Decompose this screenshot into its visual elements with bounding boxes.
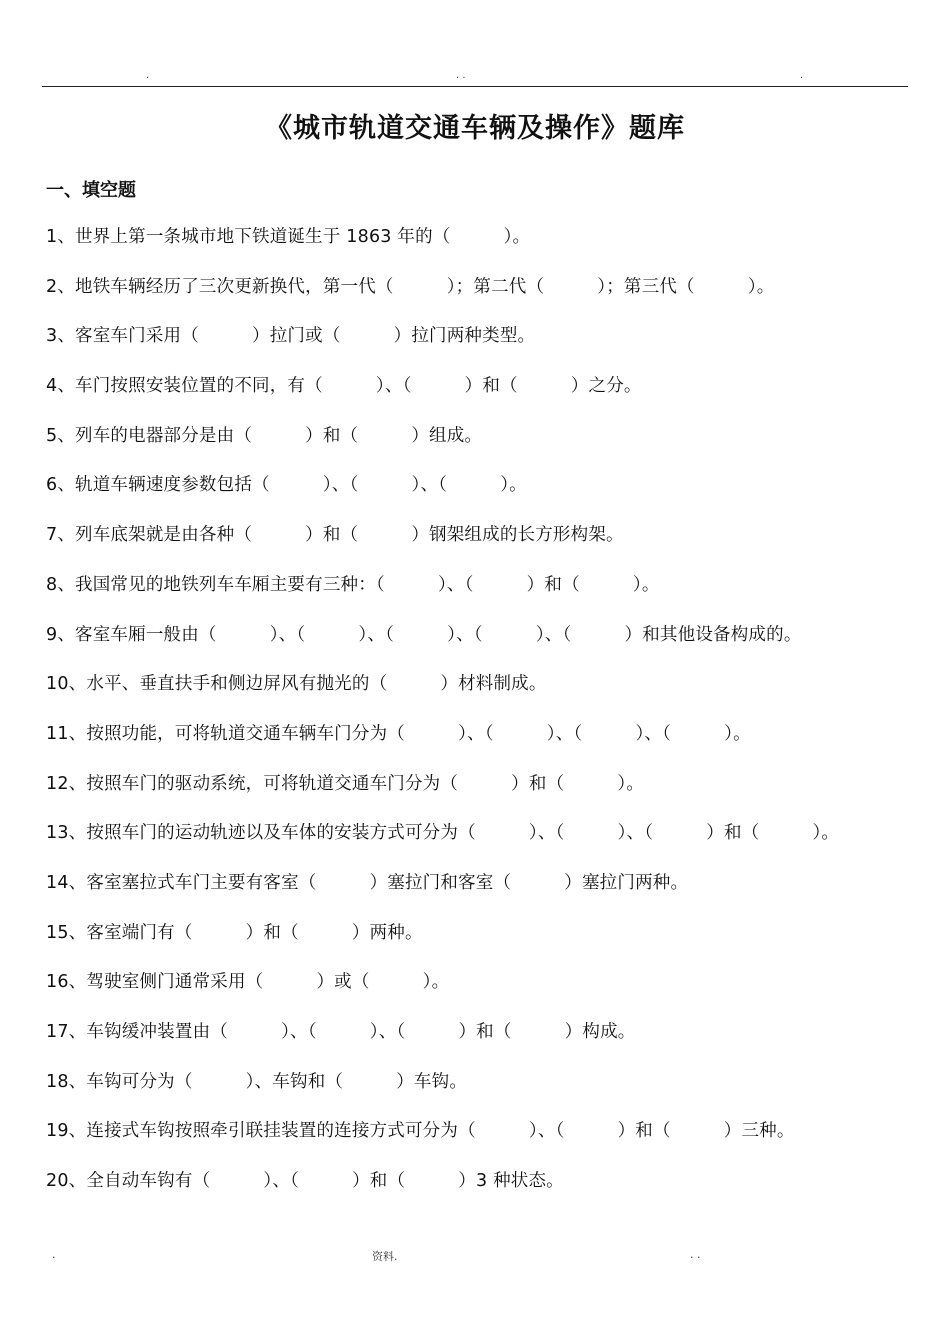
question-item: 4、车门按照安装位置的不同，有（ ）、（ ）和（ ）之分。: [46, 376, 642, 397]
question-item: 9、客室车厢一般由（ ）、（ ）、（ ）、（ ）、（ ）和其他设备构成的。: [46, 624, 802, 645]
question-item: 2、地铁车辆经历了三次更新换代，第一代（ ）；第二代（ ）；第三代（ ）。: [46, 276, 775, 297]
header-mark-left: .: [146, 70, 150, 81]
question-item: 12、按照车门的驱动系统，可将轨道交通车门分为（ ）和（ ）。: [46, 773, 645, 794]
question-item: 1、世界上第一条城市地下铁道诞生于 1863 年的（ ）。: [46, 227, 531, 247]
question-item: 3、客室车门采用（ ）拉门或（ ）拉门两种类型。: [46, 326, 536, 347]
question-list: [46, 224, 926, 1218]
page-footer: [0, 1248, 950, 1264]
header-mark-right: .: [800, 70, 804, 81]
question-item: 6、轨道车辆速度参数包括（ ）、（ ）、（ ）。: [46, 475, 527, 496]
header-mark-center: . .: [456, 70, 466, 81]
question-item: 16、驾驶室侧门通常采用（ ）或（ ）。: [46, 972, 450, 993]
question-item: 10、水平、垂直扶手和侧边屏风有抛光的（ ）材料制成。: [46, 674, 547, 695]
section-title: 一、填空题: [46, 180, 136, 201]
footer-mark-right: . .: [690, 1248, 701, 1261]
footer-label: 资料.: [372, 1250, 398, 1263]
question-item: 20、全自动车钩有（ ）、（ ）和（ ）3 种状态。: [46, 1171, 564, 1192]
question-item: 15、客室端门有（ ）和（ ）两种。: [46, 922, 423, 943]
question-item: 7、列车底架就是由各种（ ）和（ ）钢架组成的长方形构架。: [46, 525, 624, 546]
page-header-marks: [0, 70, 950, 84]
question-item: 13、按照车门的运动轨迹以及车体的安装方式可分为（ ）、（ ）、（ ）和（ ）。: [46, 823, 840, 844]
footer-mark-left: .: [52, 1248, 56, 1261]
question-item: 17、车钩缓冲装置由（ ）、（ ）、（ ）和（ ）构成。: [46, 1022, 636, 1042]
question-item: 18、车钩可分为（ ）、车钩和（ ）车钩。: [46, 1071, 468, 1092]
question-item: 11、按照功能，可将轨道交通车辆车门分为（ ）、（ ）、（ ）、（ ）。: [46, 723, 751, 744]
question-item: 19、连接式车钩按照牵引联挂装置的连接方式可分为（ ）、（ ）和（ ）三种。: [46, 1121, 795, 1142]
header-rule: [42, 86, 908, 87]
question-item: 5、列车的电器部分是由（ ）和（ ）组成。: [46, 425, 483, 446]
question-item: 8、我国常见的地铁列车车厢主要有三种：（ ）、（ ）和（ ）。: [46, 574, 660, 595]
question-item: 14、客室塞拉式车门主要有客室（ ）塞拉门和客室（ ）塞拉门两种。: [46, 872, 689, 893]
document-title: 《城市轨道交通车辆及操作》题库: [265, 113, 685, 144]
